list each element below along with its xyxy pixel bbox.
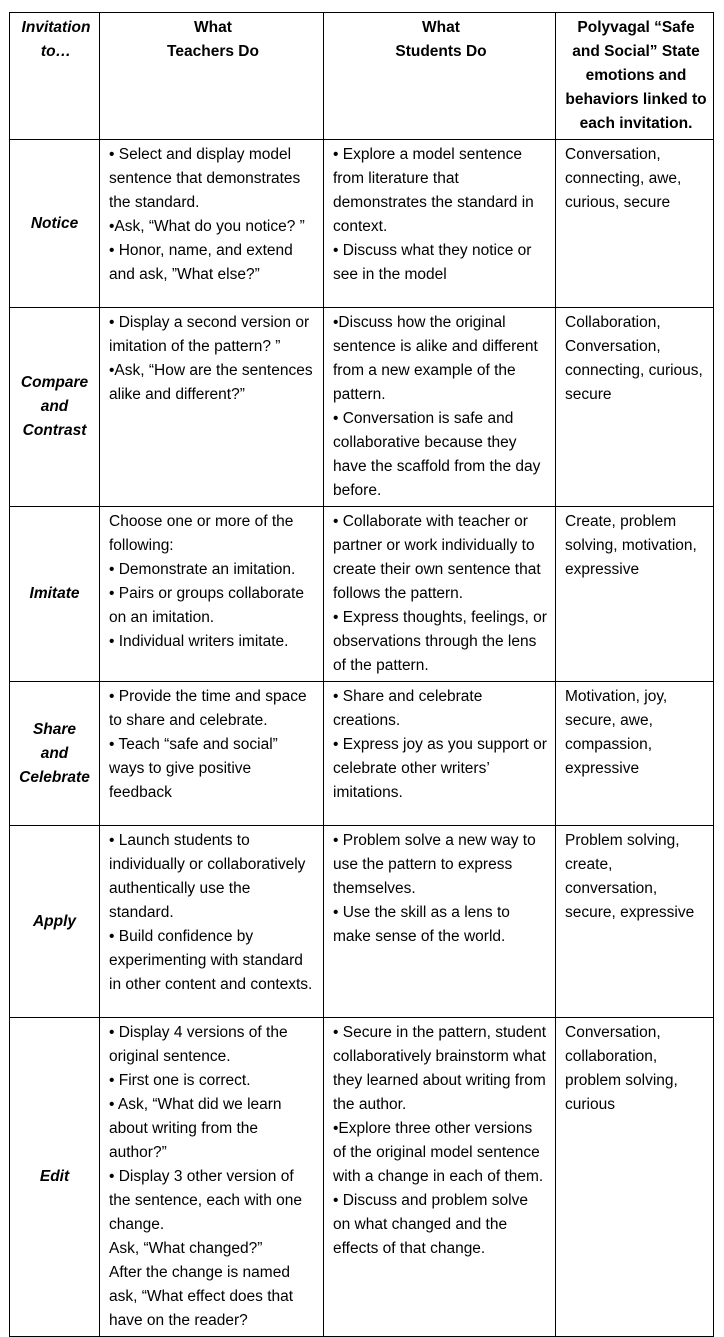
students-item: • Discuss and problem solve on what changed and the effects of that change. — [333, 1192, 528, 1257]
teachers-item: • Teach “safe and social” ways to give positive feedback — [109, 736, 278, 801]
polyvagal-cell — [556, 308, 714, 507]
students-item: • Use the skill as a lens to make sense of the world. — [333, 904, 510, 945]
students-item: •Discuss how the original sentence is alike and different from a new example of the pattern. — [333, 314, 538, 403]
teachers-item: • Honor, name, and extend and ask, ”What else?” — [109, 242, 293, 283]
students-item: •Explore three other versions of the original model sentence with a change in each of them. — [333, 1120, 544, 1185]
teachers-item: After the change is named ask, “What effect does that have on the reader? — [109, 1264, 294, 1329]
header-teachers: What Teachers Do — [100, 13, 324, 140]
students-cell — [324, 1018, 556, 1337]
teachers-item: •Ask, “How are the sentences alike and different?” — [109, 362, 313, 403]
students-item: • Share and celebrate creations. — [333, 688, 483, 729]
teachers-item: • Launch students to individually or collaboratively authentically use the standard. — [109, 832, 306, 921]
students-item: • Collaborate with teacher or partner or work individually to create their own sentence that follows the pattern. — [333, 513, 541, 602]
teachers-item: •Ask, “What do you notice? ” — [109, 218, 305, 235]
header-students: What Students Do — [324, 13, 556, 140]
teachers-item: • Ask, “What did we learn about writing from the author?” — [109, 1096, 282, 1161]
students-item: • Discuss what they notice or see in the model — [333, 242, 532, 283]
polyvagal-text: Conversation, connecting, awe, curious, secure — [565, 146, 682, 211]
teachers-cell — [100, 826, 324, 1018]
students-item: • Secure in the pattern, student collaboratively brainstorm what they learned about writing from the author. — [333, 1024, 547, 1113]
students-cell — [324, 826, 556, 1018]
teachers-item: Ask, “What changed?” — [109, 1240, 263, 1257]
teachers-item: • Pairs or groups collaborate on an imitation. — [109, 585, 304, 626]
row-label: Share and Celebrate — [10, 682, 100, 826]
polyvagal-text: Problem solving, create, conversation, secure, expressive — [565, 832, 695, 921]
table-row — [10, 826, 714, 1018]
polyvagal-text: Conversation, collaboration, problem solving, curious — [565, 1024, 678, 1113]
students-item: • Express joy as you support or celebrate other writers’ imitations. — [333, 736, 547, 801]
teachers-item: • Demonstrate an imitation. — [109, 561, 296, 578]
invitation-table — [9, 12, 714, 1337]
polyvagal-text: Motivation, joy, secure, awe, compassion, expressive — [565, 688, 668, 777]
polyvagal-cell — [556, 507, 714, 682]
students-item: • Problem solve a new way to use the pattern to express themselves. — [333, 832, 536, 897]
teachers-cell — [100, 1018, 324, 1337]
students-cell — [324, 507, 556, 682]
teachers-item: • First one is correct. — [109, 1072, 251, 1089]
table-row — [10, 507, 714, 682]
students-item: • Explore a model sentence from literature that demonstrates the standard in context. — [333, 146, 534, 235]
row-label: Imitate — [10, 507, 100, 682]
teachers-item: • Individual writers imitate. — [109, 633, 289, 650]
teachers-cell — [100, 507, 324, 682]
teachers-item: • Display 3 other version of the sentence, each with one change. — [109, 1168, 303, 1233]
table-row — [10, 140, 714, 308]
teachers-item: • Build confidence by experimenting with standard in other content and contexts. — [109, 928, 313, 993]
row-label: Apply — [10, 826, 100, 1018]
teachers-item: • Display 4 versions of the original sentence. — [109, 1024, 288, 1065]
polyvagal-cell — [556, 1018, 714, 1337]
polyvagal-text: Collaboration, Conversation, connecting, curious, secure — [565, 314, 703, 403]
header-polyvagal: Polyvagal “Safe and Social” State emotions and behaviors linked to each invitation. — [556, 13, 714, 140]
row-label: Edit — [10, 1018, 100, 1337]
teachers-item: Choose one or more of the following: — [109, 513, 294, 554]
teachers-cell — [100, 140, 324, 308]
polyvagal-cell — [556, 140, 714, 308]
students-cell — [324, 682, 556, 826]
teachers-item: • Display a second version or imitation of the pattern? ” — [109, 314, 310, 355]
polyvagal-cell — [556, 682, 714, 826]
teachers-item: • Provide the time and space to share and celebrate. — [109, 688, 307, 729]
row-label: Compare and Contrast — [10, 308, 100, 507]
table-row — [10, 308, 714, 507]
students-item: • Conversation is safe and collaborative because they have the scaffold from the day before. — [333, 410, 541, 499]
row-label: Notice — [10, 140, 100, 308]
students-cell — [324, 308, 556, 507]
polyvagal-cell — [556, 826, 714, 1018]
teachers-cell — [100, 682, 324, 826]
students-cell — [324, 140, 556, 308]
table-row — [10, 1018, 714, 1337]
teachers-item: • Select and display model sentence that demonstrates the standard. — [109, 146, 301, 211]
students-item: • Express thoughts, feelings, or observations through the lens of the pattern. — [333, 609, 547, 674]
header-invitation: Invitation to… — [10, 13, 100, 140]
teachers-cell — [100, 308, 324, 507]
header-row — [10, 13, 714, 140]
polyvagal-text: Create, problem solving, motivation, expressive — [565, 513, 697, 578]
table-row — [10, 682, 714, 826]
